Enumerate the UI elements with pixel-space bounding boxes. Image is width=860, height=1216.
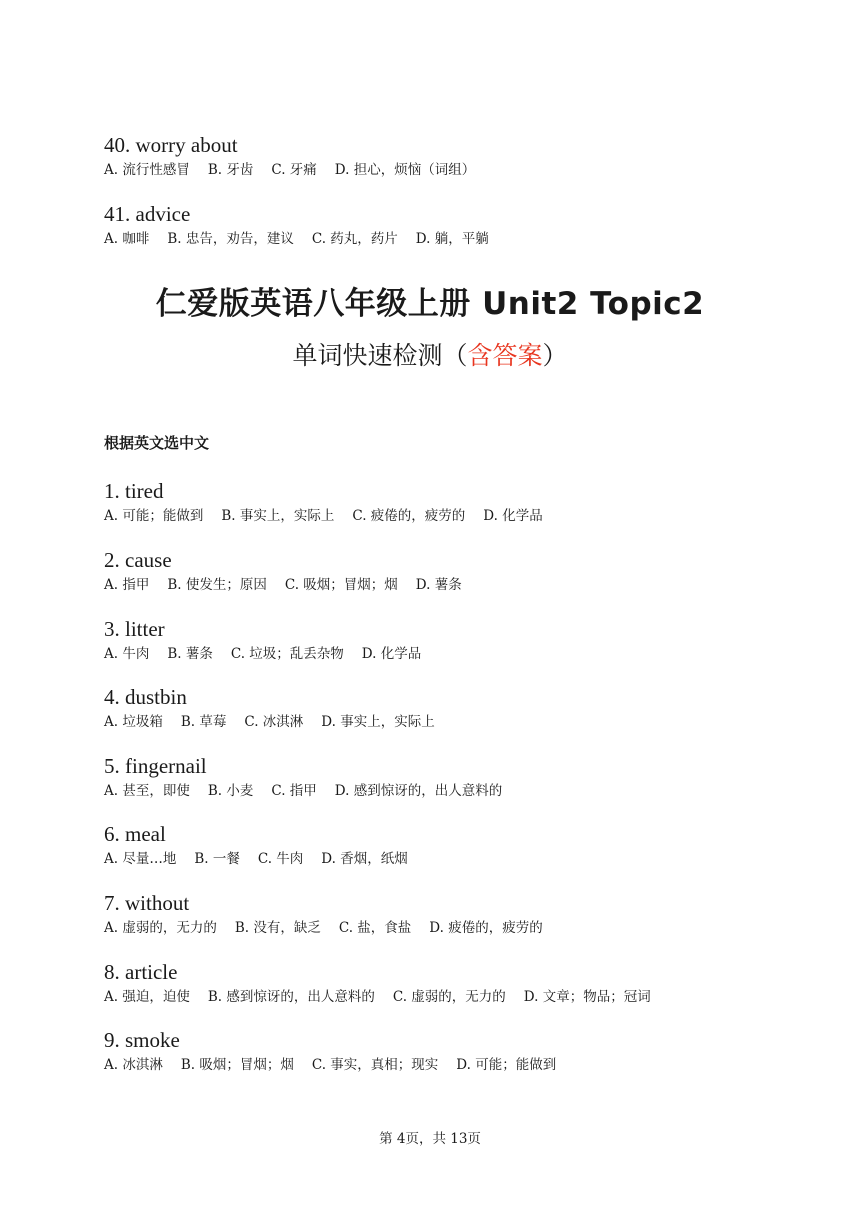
option-c: C. 盐，食盐 [338,920,412,936]
question-word: 8. article [104,960,178,984]
question-word: 41. advice [104,202,191,226]
option-d: D. 事实上，实际上 [321,714,435,730]
option-a: A. 牛肉 [104,646,150,662]
section-heading: 根据英文选中文 [104,434,210,452]
question-options [104,987,669,1007]
subtitle-main: 单词快速检测（ [292,341,468,370]
option-c: C. 药丸，药片 [311,231,398,247]
option-b: B. 草莓 [180,714,227,730]
option-c: C. 指甲 [271,783,317,799]
option-c: C. 吸烟；冒烟；烟 [284,577,398,593]
subtitle-highlight: 含答案 [467,341,543,370]
option-d: D. 化学品 [483,508,543,524]
question-word: 6. meal [104,822,166,846]
question-item [104,753,520,801]
question-item [104,201,507,249]
option-d: D. 疲倦的，疲劳的 [429,920,543,936]
option-b: B. 使发生；原因 [167,577,267,593]
option-b: B. 小麦 [207,783,254,799]
option-b: B. 一餐 [194,851,240,867]
question-options [104,229,507,249]
option-d: D. 化学品 [361,646,422,662]
question-options [104,644,439,664]
option-d: D. 薯条 [415,577,462,593]
question-word: 9. smoke [104,1028,180,1052]
question-options [104,160,493,180]
option-a: A. 可能；能做到 [104,508,204,524]
subtitle-close: ） [542,341,568,370]
question-item [104,821,426,869]
question-word: 2. cause [104,548,172,572]
option-b: B. 薯条 [167,646,213,662]
option-d: D. 感到惊讶的，出人意料的 [334,783,503,799]
option-d: D. 担心，烦恼（词组） [334,162,476,178]
question-word: 7. without [104,891,190,915]
question-item [104,684,453,732]
question-options [104,1055,574,1075]
option-a: A. 冰淇淋 [104,1057,163,1073]
option-d: D. 躺，平躺 [415,231,489,247]
option-c: C. 虚弱的，无力的 [392,989,506,1005]
question-options [104,575,480,595]
option-c: C. 冰淇淋 [244,714,304,730]
page-title: 仁爱版英语八年级上册 Unit2 Topic2 [155,286,705,322]
question-item [104,547,480,595]
option-a: A. 垃圾箱 [104,714,163,730]
option-b: B. 吸烟；冒烟；烟 [180,1057,294,1073]
question-item [104,890,561,938]
option-d: D. 文章；物品；冠词 [523,989,651,1005]
question-options [104,918,561,938]
option-b: B. 牙齿 [207,162,254,178]
question-item [104,132,493,180]
page-footer: 第 4页，共 13页 [379,1131,481,1147]
question-options [104,781,520,801]
option-c: C. 牛肉 [257,851,304,867]
option-a: A. 尽量…地 [104,851,177,867]
option-d: D. 香烟，纸烟 [321,851,408,867]
question-item [104,1027,574,1075]
option-b: B. 事实上，实际上 [221,508,335,524]
question-item [104,616,439,664]
question-options [104,712,453,732]
option-b: B. 忠告，劝告，建议 [167,231,294,247]
question-word: 40. worry about [104,133,238,157]
question-word: 5. fingernail [104,754,207,778]
question-word: 4. dustbin [104,685,187,709]
page-subtitle [0,336,860,372]
question-word: 3. litter [104,617,165,641]
option-c: C. 疲倦的，疲劳的 [352,508,466,524]
question-item [104,478,561,526]
option-a: A. 流行性感冒 [104,162,190,178]
option-c: C. 事实，真相；现实 [311,1057,439,1073]
question-options [104,849,426,869]
option-b: B. 没有，缺乏 [234,920,321,936]
option-a: A. 咖啡 [104,231,150,247]
option-d: D. 可能；能做到 [456,1057,557,1073]
option-c: C. 垃圾；乱丢杂物 [230,646,344,662]
option-a: A. 甚至，即使 [104,783,190,799]
question-options [104,506,561,526]
option-a: A. 强迫，迫使 [104,989,190,1005]
option-a: A. 指甲 [104,577,150,593]
option-b: B. 感到惊讶的，出人意料的 [207,989,375,1005]
option-c: C. 牙痛 [271,162,317,178]
option-a: A. 虚弱的，无力的 [104,920,217,936]
question-word: 1. tired [104,479,164,503]
question-item [104,959,669,1007]
